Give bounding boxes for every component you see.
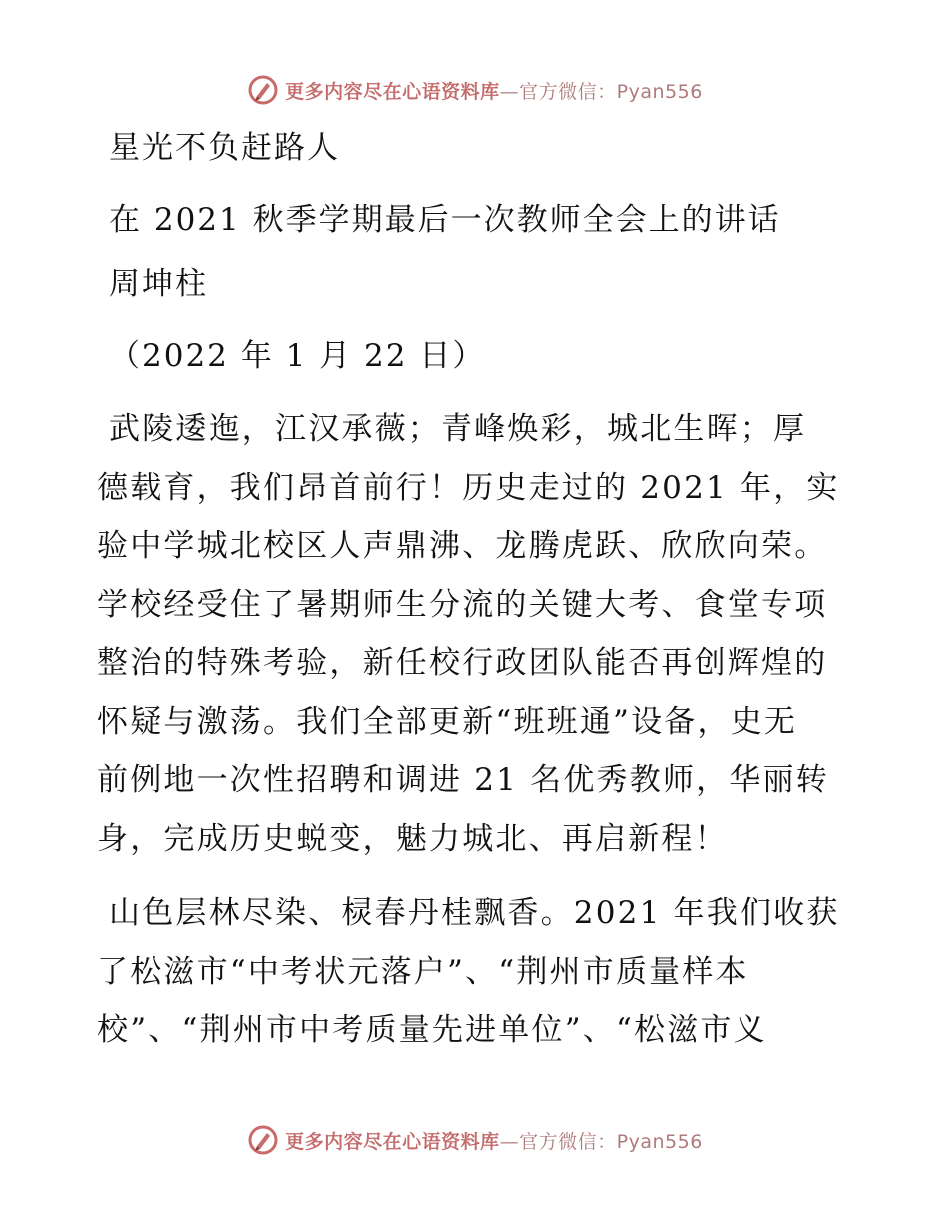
document-author: 周坤柱 <box>109 266 208 302</box>
watermark-brand: 更多内容尽在心语资料库 <box>285 80 500 103</box>
paragraph-line: 德载育，我们昂首前行！历史走过的 2021 年，实 <box>97 469 840 506</box>
paragraph-line: 校”、“荆州市中考质量先进单位”、“松滋市义 <box>97 1012 767 1048</box>
pen-logo-icon <box>247 1124 279 1156</box>
paragraph-line: 整治的特殊考验，新任校行政团队能否再创辉煌的 <box>97 645 828 681</box>
document-subtitle: 在 2021 秋季学期最后一次教师全会上的讲话 <box>109 202 781 238</box>
paragraph-line: 验中学城北校区人声鼎沸、龙腾虎跃、欣欣向荣。 <box>97 528 828 564</box>
document-date: （2022 年 1 月 22 日） <box>109 338 486 374</box>
watermark-wechat: 官方微信：Pyan556 <box>519 80 703 103</box>
watermark-brand: 更多内容尽在心语资料库 <box>285 1130 500 1153</box>
paragraph-line: 了松滋市“中考状元落户”、“荆州市质量样本 <box>97 953 749 990</box>
watermark-separator: — <box>499 1130 520 1153</box>
paragraph-2 <box>97 884 852 1060</box>
paragraph-1 <box>97 400 852 868</box>
watermark-wechat: 官方微信：Pyan556 <box>519 1130 703 1153</box>
watermark-footer <box>0 1122 950 1158</box>
paragraph-line: 怀疑与激荡。我们全部更新“班班通”设备，史无 <box>97 703 798 740</box>
paragraph-line: 身，完成历史蜕变，魅力城北、再启新程！ <box>97 820 728 857</box>
watermark-header <box>0 72 950 108</box>
paragraph-line: 武陵逶迤，江汉承薇；青峰焕彩，城北生晖；厚 <box>109 411 807 447</box>
watermark-separator: — <box>499 80 520 103</box>
paragraph-line: 山色层林尽染、棂春丹桂飘香。2021 年我们收获 <box>109 895 840 931</box>
paragraph-line: 前例地一次性招聘和调进 21 名优秀教师，华丽转 <box>97 762 829 798</box>
pen-logo-icon <box>247 74 279 106</box>
document-body <box>97 122 852 1060</box>
paragraph-line: 学校经受住了暑期师生分流的关键大考、食堂专项 <box>97 586 828 623</box>
document-title: 星光不负赶路人 <box>109 130 340 166</box>
